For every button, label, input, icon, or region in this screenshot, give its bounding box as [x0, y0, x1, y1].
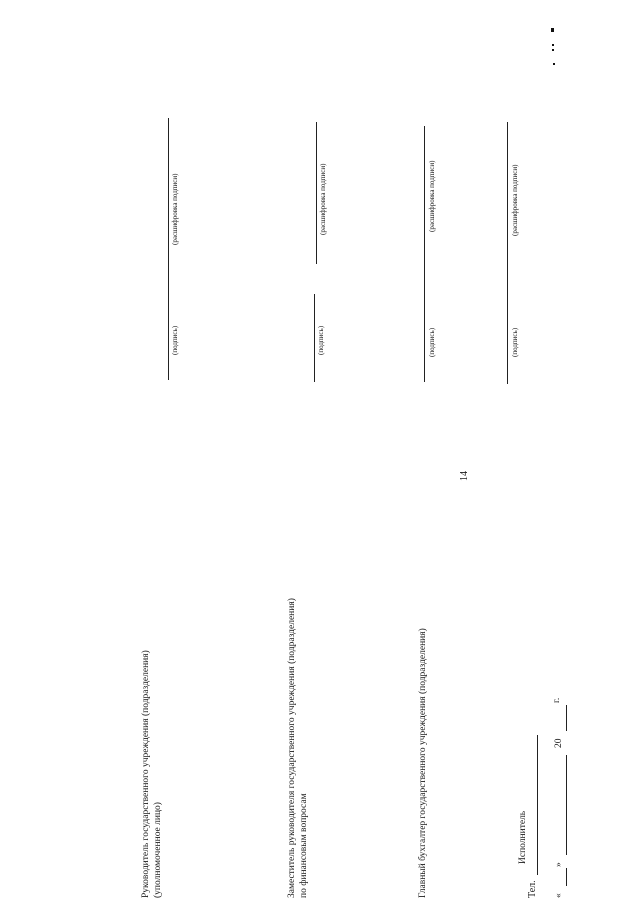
- date-open-quote: «: [554, 893, 564, 898]
- block-4-signature-line: [507, 122, 508, 384]
- phone-line: [537, 735, 538, 875]
- date-day-line: [566, 868, 567, 886]
- block-3-title-line-1: Главный бухгалтер государственного учреждения (подразделения): [418, 628, 428, 898]
- date-close-quote: »: [554, 862, 564, 867]
- page-number: 14: [459, 471, 470, 481]
- scan-mark: [552, 49, 554, 51]
- block-4-decoding-caption: (расшифровка подписи): [511, 164, 519, 236]
- block-1-decoding-caption: (расшифровка подписи): [171, 173, 179, 245]
- scan-mark: [552, 44, 554, 46]
- block-2-decoding-line: [316, 122, 317, 264]
- block-3-decoding-caption: (расшифровка подписи): [428, 160, 436, 232]
- date-month-line: [566, 755, 567, 855]
- block-1-signature-line: [168, 118, 169, 380]
- block-3-signature-line: [424, 126, 425, 382]
- block-2-decoding-caption: (расшифровка подписи): [319, 163, 327, 235]
- block-2-title-line-2: по финансовым вопросам: [299, 793, 309, 898]
- year-suffix: г.: [552, 697, 562, 703]
- scan-mark: [551, 28, 554, 32]
- block-4-title-line-1: Исполнитель: [518, 810, 528, 864]
- year-line: [566, 705, 567, 731]
- block-2-signature-line: [314, 294, 315, 382]
- scan-mark: [553, 63, 555, 65]
- year-prefix: 20: [554, 738, 564, 748]
- block-1-title-line-1: Руководитель государственного учреждения (подразделения): [141, 650, 151, 898]
- block-4-signature-caption: (подпись): [511, 327, 519, 357]
- block-3-signature-caption: (подпись): [428, 327, 436, 357]
- block-2-signature-caption: (подпись): [317, 325, 325, 355]
- block-2-title-line-1: Заместитель руководителя государственного учреждения (подразделения): [287, 598, 297, 898]
- block-1-title-line-2: (уполномоченное лицо): [153, 802, 163, 898]
- block-1-signature-caption: (подпись): [171, 325, 179, 355]
- phone-label: Тел.: [527, 880, 538, 898]
